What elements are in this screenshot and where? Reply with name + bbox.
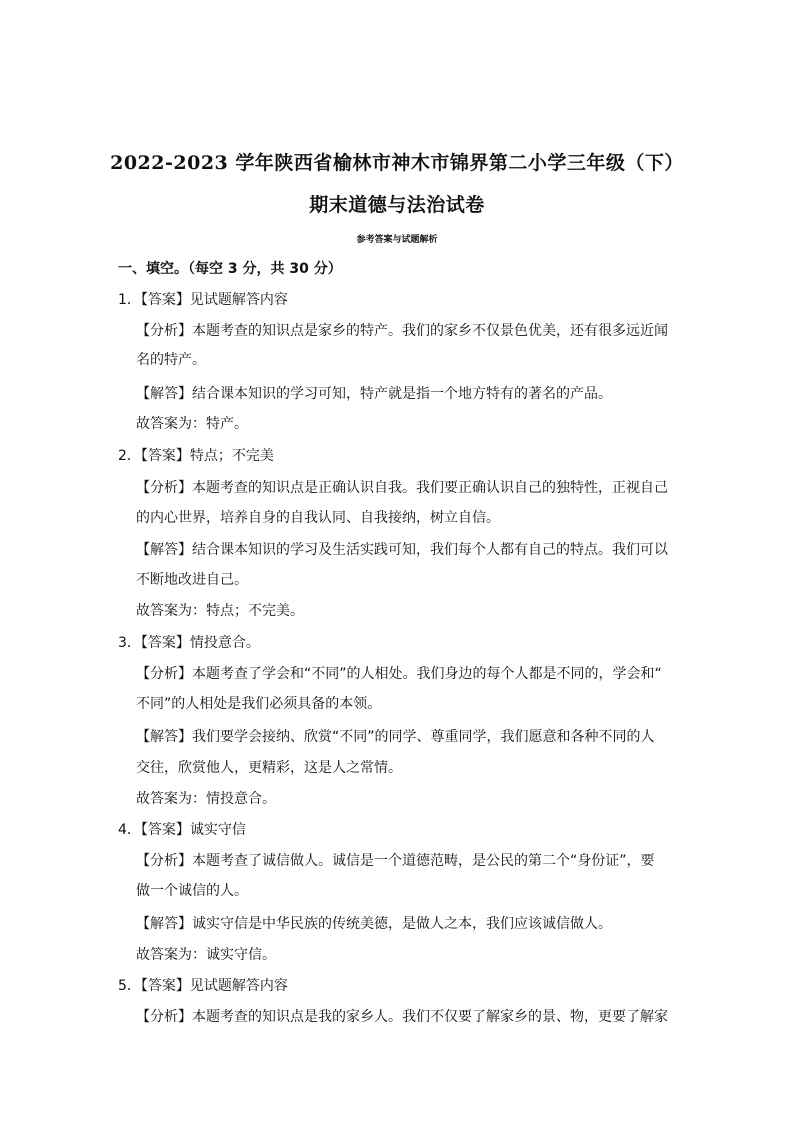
q3-analysis-line-1: 【分析】本题考查了学会和“不同”的人相处。我们身边的每个人都是不同的，学会和“ [136,666,662,682]
q4-analysis-line-2: 做一个诚信的人。 [136,883,248,899]
document-title-line-1: 2022-2023 学年陕西省榆林市神木市锦界第二小学三年级（下） [110,152,684,174]
q1-answer: 1．【答案】见试题解答内容 [118,292,288,308]
q4-final: 故答案为：诚实守信。 [136,947,276,963]
q2-answer: 2．【答案】特点；不完美 [118,448,274,464]
q2-analysis-line-1: 【分析】本题考查的知识点是正确认识自我。我们要正确认识自己的独特性，正视自己 [136,480,668,496]
document-title-line-2: 期末道德与法治试卷 [309,194,485,216]
q3-answer: 3．【答案】情投意合。 [118,635,260,651]
q5-analysis-line-1: 【分析】本题考查的知识点是我的家乡人。我们不仅要了解家乡的景、物，更要了解家 [136,1009,668,1025]
q3-solution-line-2: 交往，欣赏他人，更精彩，这是人之常情。 [136,760,402,776]
q4-answer: 4．【答案】诚实守信 [118,822,246,838]
q4-analysis-line-1: 【分析】本题考查了诚信做人。诚信是一个道德范畴，是公民的第二个“身份证”，要 [136,853,655,869]
q1-analysis-line-2: 名的特产。 [136,352,206,368]
q2-analysis-line-2: 的内心世界，培养自身的自我认同、自我接纳，树立自信。 [136,510,500,526]
document-subtitle: 参考答案与试题解析 [356,235,438,245]
q5-answer: 5．【答案】见试题解答内容 [118,978,288,994]
q3-final: 故答案为：情投意合。 [136,791,276,807]
q1-final: 故答案为：特产。 [136,416,248,432]
q4-solution: 【解答】诚实守信是中华民族的传统美德，是做人之本，我们应该诚信做人。 [136,916,612,932]
q2-final: 故答案为：特点；不完美。 [136,603,304,619]
section-heading: 一、填空。（每空 3 分，共 30 分） [118,261,342,277]
q2-solution-line-1: 【解答】结合课本知识的学习及生活实践可知，我们每个人都有自己的特点。我们可以 [136,542,668,558]
q3-analysis-line-2: 不同”的人相处是我们必须具备的本领。 [136,696,382,712]
q2-solution-line-2: 不断地改进自己。 [136,572,248,588]
q1-analysis-line-1: 【分析】本题考查的知识点是家乡的特产。我们的家乡不仅景色优美，还有很多远近闻 [136,323,668,339]
q1-solution: 【解答】结合课本知识的学习可知，特产就是指一个地方特有的著名的产品。 [136,386,612,402]
q3-solution-line-1: 【解答】我们要学会接纳、欣赏“不同”的同学、尊重同学，我们愿意和各种不同的人 [136,729,655,745]
